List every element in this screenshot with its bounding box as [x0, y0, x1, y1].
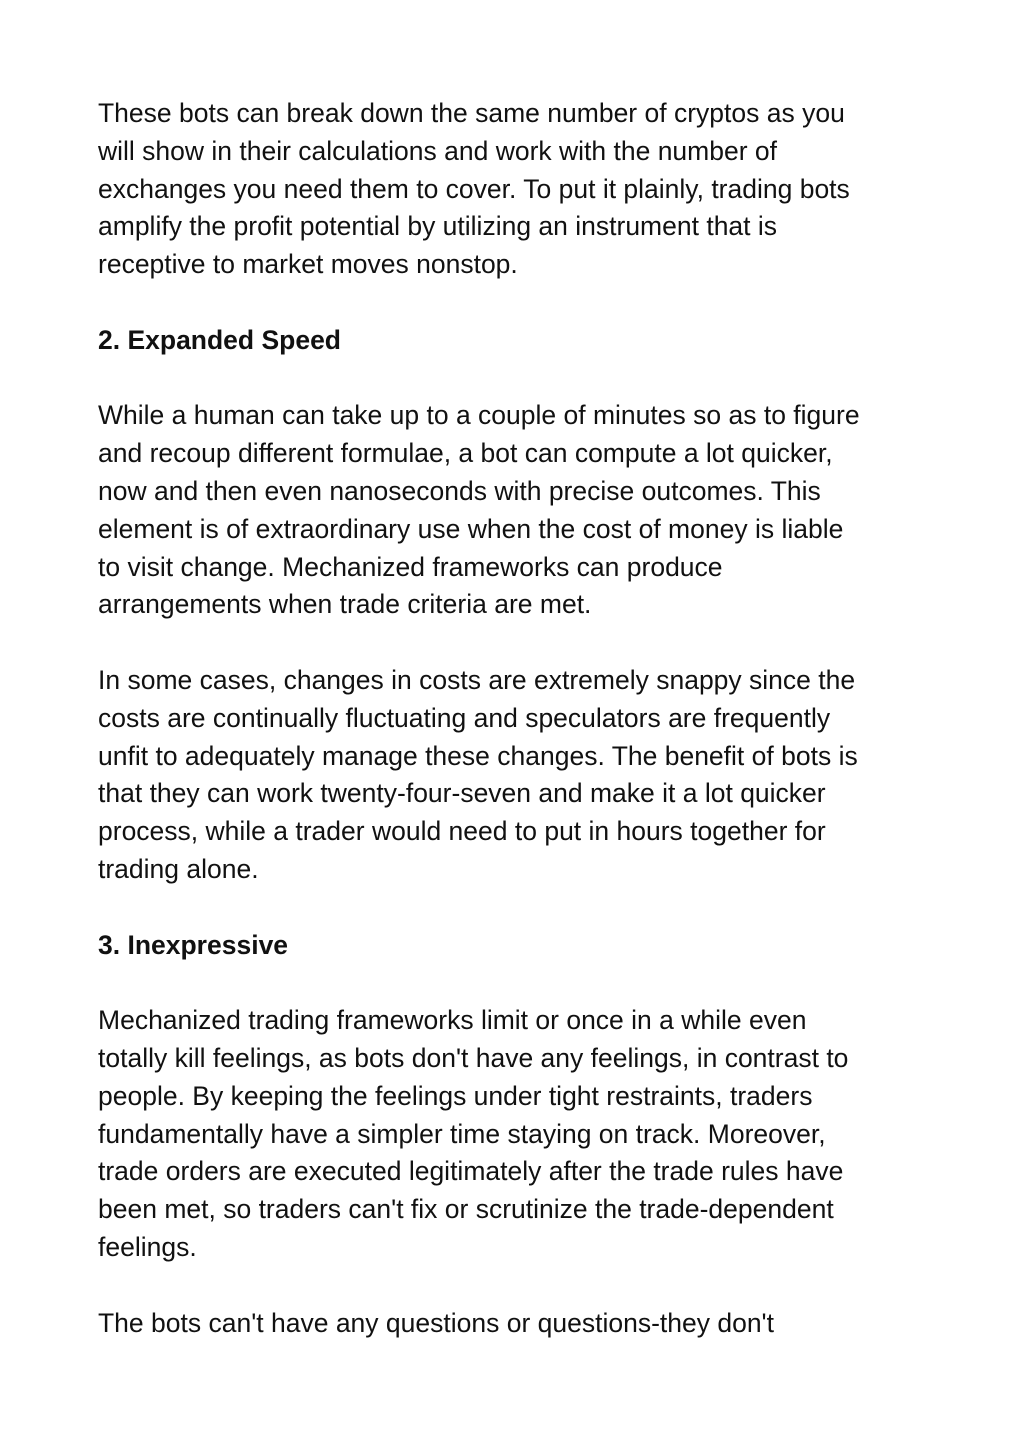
paragraph-2 — [98, 397, 928, 624]
section-heading-expanded-speed: 2. Expanded Speed — [98, 324, 341, 355]
text-line: to visit change. Mechanized frameworks can produce — [98, 551, 723, 582]
text-line: element is of extraordinary use when the cost of money is liable — [98, 513, 844, 544]
text-line: In some cases, changes in costs are extremely snappy since the — [98, 664, 856, 695]
paragraph-1 — [98, 95, 928, 284]
text-line: amplify the profit potential by utilizing an instrument that is — [98, 211, 778, 242]
text-line: feelings. — [98, 1231, 197, 1262]
document-page — [98, 95, 928, 1380]
text-line: exchanges you need them to cover. To put it plainly, trading bots — [98, 173, 850, 204]
text-line: people. By keeping the feelings under tight restraints, traders — [98, 1080, 813, 1111]
text-line: totally kill feelings, as bots don't have any feelings, in contrast to — [98, 1042, 849, 1073]
text-line: will show in their calculations and work with the number of — [98, 135, 778, 166]
text-line: and recoup different formulae, a bot can compute a lot quicker, — [98, 438, 833, 469]
text-line: process, while a trader would need to put in hours together for — [98, 816, 826, 847]
text-line: unfit to adequately manage these changes. The benefit of bots is — [98, 740, 858, 771]
text-line: now and then even nanoseconds with precise outcomes. This — [98, 475, 821, 506]
paragraph-3 — [98, 662, 928, 889]
paragraph-5 — [98, 1305, 928, 1343]
text-line: fundamentally have a simpler time staying on track. Moreover, — [98, 1118, 826, 1149]
text-line: These bots can break down the same number of cryptos as you — [98, 98, 845, 128]
section-heading-inexpressive: 3. Inexpressive — [98, 929, 289, 960]
text-line: Mechanized trading frameworks limit or once in a while even — [98, 1005, 807, 1036]
text-line: receptive to market moves nonstop. — [98, 249, 518, 280]
text-line: been met, so traders can't fix or scrutinize the trade-dependent — [98, 1194, 834, 1225]
text-line: trading alone. — [98, 853, 259, 884]
text-line: The bots can't have any questions or questions-they don't — [98, 1307, 774, 1338]
text-line: that they can work twenty-four-seven and make it a lot quicker — [98, 778, 826, 809]
text-line: While a human can take up to a couple of minutes so as to figure — [98, 400, 860, 431]
text-line: trade orders are executed legitimately after the trade rules have — [98, 1156, 844, 1187]
text-line: costs are continually fluctuating and speculators are frequently — [98, 702, 831, 733]
text-line: arrangements when trade criteria are met. — [98, 589, 592, 620]
paragraph-4 — [98, 1002, 928, 1267]
